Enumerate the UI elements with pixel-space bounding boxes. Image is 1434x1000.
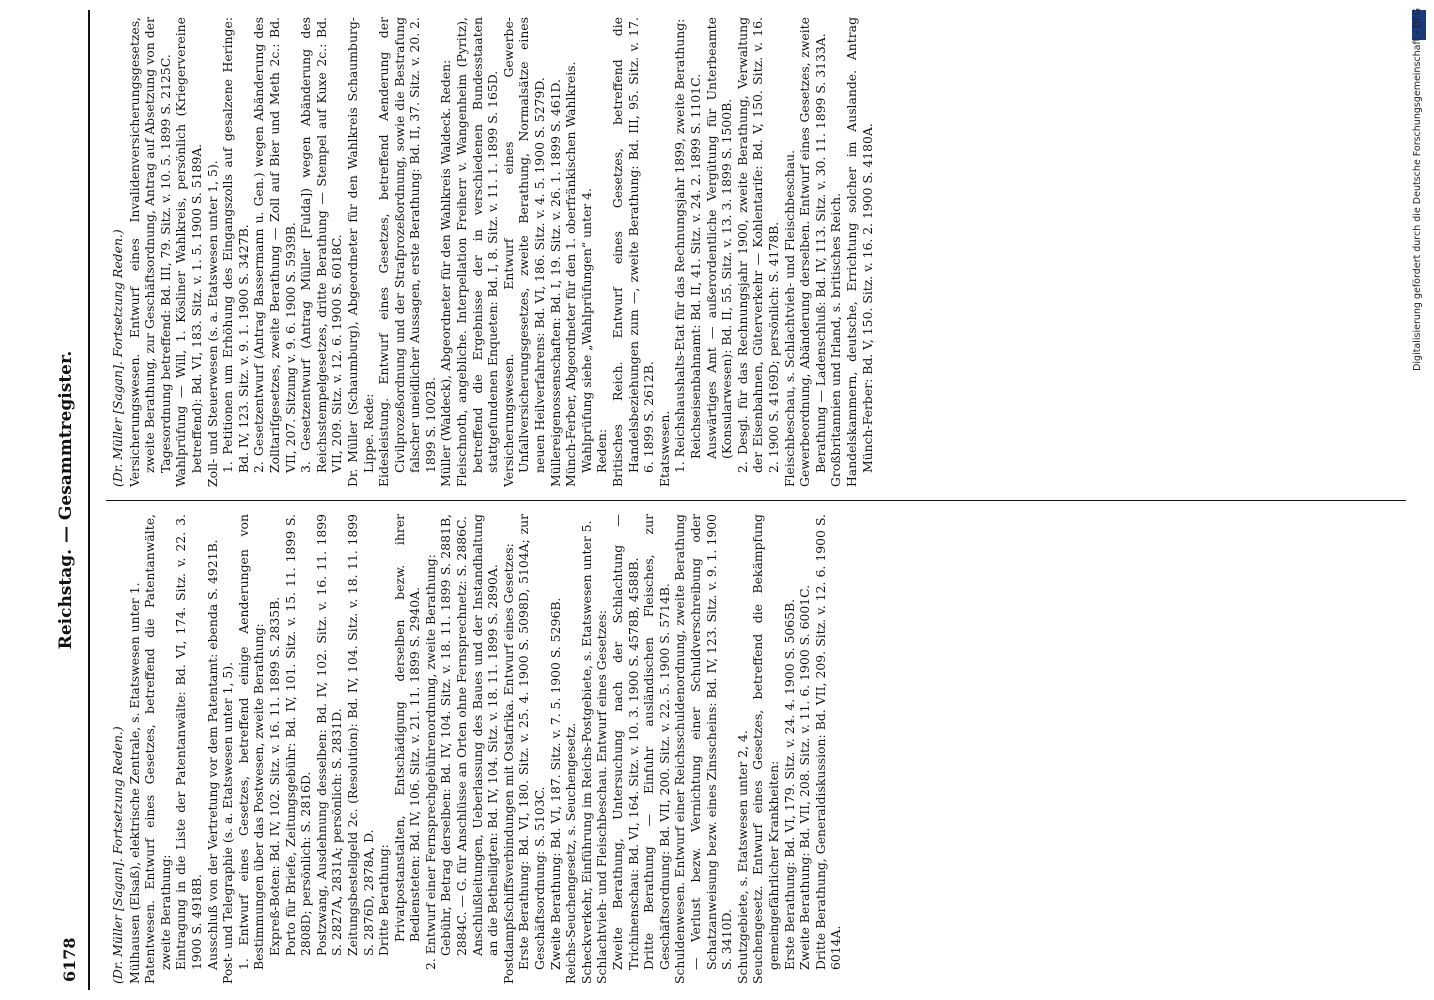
register-entry: Britisches Reich. Entwurf eines Gesetzes, betreffend die Handelsbeziehungen zum —, zweite Berathung: Bd. III, 95. Sitz. v. 17. 6. 1899 S. 2612B. xyxy=(610,17,657,487)
column-continuation-note: (Dr. Müller [Sagan]. Fortsetzung Reden.) xyxy=(110,229,125,487)
header-rule xyxy=(88,10,90,990)
page-header-title: Reichstag. — Gesammtregister. xyxy=(56,350,76,650)
register-entry: Reichseisenbahnamt: Bd. II, 41. Sitz. v. 24. 2. 1899 S. 1101C. xyxy=(687,73,703,459)
column-continuation-note: (Dr. Müller [Sagan]. Fortsetzung Reden.) xyxy=(110,726,125,984)
register-entry: Gewerbeordnung, Abänderung derselben. Entwurf eines Gesetzes, zweite Berathung — Ladenschluß: Bd. IV, 113. Sitz. v. 30. 11. 1899 S. 3133A. xyxy=(797,17,828,487)
register-entry: Mülhausen (Elsaß), elektrische Zentrale, s. Etatswesen unter 1. xyxy=(126,582,142,984)
register-entry: Erste Berathung: Bd. VI, 179. Sitz. v. 24. 4. 1900 S. 5065B. xyxy=(781,598,797,970)
register-entry: Fleischnoth, angebliche. Interpellation Freiherr v. Wangenheim (Pyritz), betreffend die Ergebnisse der in verschiedenen Bundesstaaten stattgefundenen Enqueten: Bd. I, 8. Sitz. v. 11. 1. 1899 S. 165D. xyxy=(454,17,501,487)
register-entry: Post- und Telegraphie (s. a. Etatswesen unter 1, 5). xyxy=(220,661,236,984)
register-entry: Dritte Berathung: xyxy=(376,844,392,956)
register-entry: 1. Reichshaushalts-Etat für das Rechnungsjahr 1899, zweite Berathung: xyxy=(672,18,688,473)
register-entry: Müller (Waldeck), Abgeordneter für den Wahlkreis Waldeck. Reden: xyxy=(438,59,454,487)
register-entry: Großbritannien und Irland, s. britisches Reich. xyxy=(828,192,844,487)
register-entry: Handelskammern, deutsche, Errichtung solcher im Auslande. Antrag Münch-Ferber: Bd. V, 150. Sitz. v. 16. 2. 1900 S. 4180A. xyxy=(843,17,875,487)
register-entry: Patentwesen. Entwurf eines Gesetzes, betreffend die Patentanwälte, zweite Berathung: xyxy=(142,514,173,984)
register-entry: Dr. Müller (Schaumburg), Abgeordneter für den Wahlkreis Schaumburg-Lippe. Rede: xyxy=(344,17,376,487)
register-entry: Zweite Berathung: Bd. VI, 187. Sitz. v. 7. 5. 1900 S. 5296B. xyxy=(547,597,563,970)
document-page xyxy=(40,10,1430,990)
register-entry: Wahlprüfung siehe „Wahlprüfungen“ unter 4. xyxy=(578,188,594,473)
register-entry: Zoll- und Steuerwesen (s. a. Etatswesen unter 1, 5). xyxy=(204,160,220,487)
digitization-credit-text: Digitalisierung gefördert durch die Deutsche Forschungsgemeinschaft - DFG xyxy=(1412,8,1423,371)
register-entry: Reden: xyxy=(594,428,610,473)
register-entry: Etatswesen. xyxy=(656,410,672,487)
register-entry: Erste Berathung: Bd. VI, 180. Sitz. v. 25. 4. 1900 S. 5098D, 5104A; zur Geschäftsordnung: S. 5103C. xyxy=(516,514,548,970)
register-entry: 2. Gesetzentwurf (Antrag Bassermann u. Gen.) wegen Abänderung des Zolltarifgesetzes, zweite Berathung — Zoll auf Bier und Meth 2c.: Bd. VII, 207. Sitzung v. 9. 6. 1900 S. 5939B. xyxy=(251,17,298,473)
right-column xyxy=(110,17,875,487)
register-entry: Postzwang, Ausdehnung desselben: Bd. IV, 102. Sitz. v. 16. 11. 1899 S. 2827A, 2831A; persönlich: S. 2831D. xyxy=(313,514,345,956)
register-entry: Ausschluß von der Vertretung vor dem Patentamt: ebenda S. 4921B. xyxy=(204,539,220,970)
register-entry: Schutzgebiete, s. Etatswesen unter 2, 4. xyxy=(734,730,750,984)
register-entry: Zeitungsbestellgeld 2c. (Resolution): Bd. IV, 104. Sitz. v. 18. 11. 1899 S. 2876D, 2878A, D. xyxy=(344,514,376,956)
register-entry: Versicherungswesen. Entwurf eines Invalidenversicherungsgesetzes, zweite Berathung, zur Geschäftsordnung, Antrag auf Absetzung von der Tagesordnung betreffend: Bd. III, 79. Sitz. v. 10. 5. 1899 S. 2125C. xyxy=(126,17,173,487)
register-entry: Anschlußleitungen, Ueberlassung des Baues und der Instandhaltung an die Betheiligten: Bd. IV, 104. Sitz. v. 18. 11. 1899 S. 2890A. xyxy=(469,514,501,956)
left-column xyxy=(110,514,844,984)
register-entry: Gebühr, Betrag derselben: Bd. IV, 104. Sitz. v. 18. 11. 1899 S. 2881B, 2884C. — G. für Anschlüsse an Orten ohne Fernsprechnetz: S. 2886C. xyxy=(438,514,470,956)
register-entry: Scheckverkehr, Einführung im Reichs-Postgebiete, s. Etatswesen unter 5. xyxy=(578,520,594,984)
register-entry: Schlachtvieh- und Fleischbeschau. Entwurf eines Gesetzes: xyxy=(594,609,610,984)
register-entry: Schuldenwesen. Entwurf einer Reichsschuldenordnung, zweite Berathung — Verlust bezw. Vernichtung einer Schuldverschreibung oder Schatzanweisung bezw. eines Zinsscheins: Bd. IV, 123. Sitz. v. 9. 1. 1900 S. 3410D. xyxy=(672,514,735,984)
register-entry: Eintragung in die Liste der Patentanwälte: Bd. VI, 174. Sitz. v. 22. 3. 1900 S. 4918B. xyxy=(173,514,204,970)
register-entry: Porto für Briefe, Zeitungsgebühr: Bd. IV, 101. Sitz. v. 15. 11. 1899 S. 2808D; persönlich: S. 2816D. xyxy=(282,514,314,956)
register-entry: 1. Petitionen um Erhöhung des Eingangszolls auf gesalzene Heringe: Bd. IV, 123. Sitz. v. 9. 1. 1900 S. 3427B. xyxy=(220,17,251,473)
register-entry: Reichs-Seuchengesetz, s. Seuchengesetz. xyxy=(563,722,579,984)
register-entry: Müllereigenossenschaften: Bd. I, 19. Sitz. v. 26. 1. 1899 S. 461D. xyxy=(547,79,563,487)
register-entry: 3. Gesetzentwurf (Antrag Müller [Fulda]) wegen Abänderung des Reichsstempelgesetzes, dritte Berathung — Stempel auf Kuxe 2c.: Bd. VII, 209. Sitz. v. 12. 6. 1900 S. 6018C. xyxy=(298,17,345,473)
register-entry: Dritte Berathung, Generaldiskussion: Bd. VII, 209. Sitz. v. 12. 6. 1900 S. 6014A. xyxy=(812,514,844,970)
register-entry: Fleischbeschau, s. Schlachtvieh- und Fleischbeschau. xyxy=(781,149,797,487)
page-number: 6178 xyxy=(60,937,79,982)
register-entry: Zweite Berathung, Untersuchung nach der Schlachtung — Trichinenschau: Bd. VI, 164. Sitz. v. 10. 3. 1900 S. 4578B, 4588B. xyxy=(610,514,641,970)
register-entry: Seuchengesetz. Entwurf eines Gesetzes, betreffend die Bekämpfung gemeingefährlicher Krankheiten: xyxy=(750,514,781,984)
register-entry: Wahlprüfung — Will, 1. Kösliner Wahlkreis, persönlich (Kriegervereine betreffend): Bd. VI, 183. Sitz. v. 1. 5. 1900 S. 5189A. xyxy=(173,17,204,487)
register-entry: Versicherungswesen. Entwurf eines Gewerbe-Unfallversicherungsgesetzes, zweite Berathung, Normalsätze eines neuen Heilverfahrens: Bd. VI, 186. Sitz. v. 4. 5. 1900 S. 5279D. xyxy=(500,17,548,487)
register-entry: Expreß-Boten: Bd. IV, 102. Sitz. v. 16. 11. 1899 S. 2835B. xyxy=(266,596,282,956)
register-entry: Dritte Berathung — Einfuhr ausländischen Fleisches, zur Geschäftsordnung: Bd. VII, 200. Sitz. v. 22. 5. 1900 S. 5714B. xyxy=(641,514,672,970)
register-entry: Postdampfschiffsverbindungen mit Ostafrika. Entwurf eines Gesetzes: xyxy=(500,543,516,984)
register-entry: Eidesleistung. Entwurf eines Gesetzes, betreffend Aenderung der Civilprozeßordnung und der Strafprozeßordnung, sowie die Bestrafung falscher uneidlicher Aussagen, erste Berathung: Bd. II, 37. Sitz. v. 20. 2. 1899 S. 1002B. xyxy=(376,17,438,487)
register-entry: 1. Entwurf eines Gesetzes, betreffend einige Aenderungen von Bestimmungen über das Postwesen, zweite Berathung: xyxy=(235,514,267,970)
digitization-credit xyxy=(1404,8,1432,994)
register-entry: 2. Entwurf einer Fernsprechgebührenordnung, zweite Berathung: xyxy=(422,554,438,970)
register-entry: Zweite Berathung: Bd. VII, 208. Sitz. v. 11. 6. 1900 S. 6001C. xyxy=(797,584,813,970)
register-entry: Privatpostanstalten, Entschädigung derselben bezw. ihrer Bediensteten: Bd. IV, 106. Sitz. v. 21. 11. 1899 S. 2940A. xyxy=(391,514,423,942)
column-divider xyxy=(106,500,1406,501)
register-entry: Auswärtiges Amt — außerordentliche Vergütung für Unterbeamte (Konsularwesen): Bd. II, 55. Sitz. v. 13. 3. 1899 S. 1500B. xyxy=(703,17,735,459)
register-entry: 2. Desgl. für das Rechnungsjahr 1900, zweite Berathung, Verwaltung der Eisenbahnen, Güterverkehr — Kohlentarife: Bd. V, 150. Sitz. v. 16. 2. 1900 S. 4169D; persönlich: S. 4178B. xyxy=(734,17,781,473)
register-entry: Münch-Ferber, Abgeordneter für den 1. oberfränkischen Wahlkreis. xyxy=(563,61,579,487)
